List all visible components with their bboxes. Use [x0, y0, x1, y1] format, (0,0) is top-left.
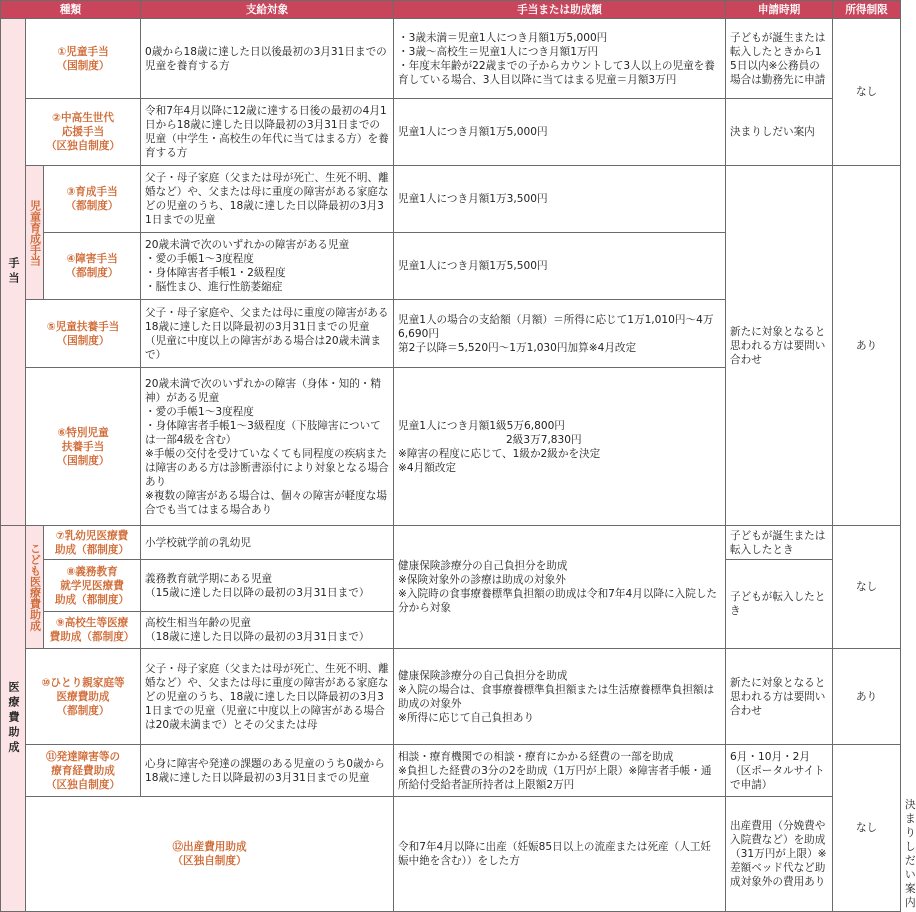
benefit-amount: 児童1人の場合の支給額（月額）＝所得に応じて1万1,010円～4万6,690円 第2子以降＝5,520円～1万1,030円加算※4月改定 — [394, 300, 726, 368]
benefit-amount: 健康保険診療分の自己負担分を助成 ※入院の場合は、食事療養標準負担額または生活療養標準負担額は助成の対象外 ※所得に応じて自己負担あり — [394, 649, 726, 745]
table-row — [1, 745, 901, 797]
benefit-time: 新たに対象となると思われる方は要問い合わせ — [726, 166, 833, 526]
benefit-target: 令和7年4月以降に出産（妊娠85日以上の流産または死産（人工妊娠中絶を含む））をした方 — [394, 797, 726, 912]
benefit-name: ④障害手当 （都制度） — [44, 233, 141, 300]
header-time: 申請時期 — [726, 1, 833, 19]
benefit-amount: 児童1人につき月額1万3,500円 — [394, 166, 726, 233]
table-row — [1, 166, 901, 233]
benefit-name: ⑤児童扶養手当 （国制度） — [26, 300, 141, 368]
benefit-amount: 出産費用（分娩費や入院費など）を助成（31万円が上限）※差額ベッド代など助成対象外の費用あり — [726, 797, 833, 912]
benefit-amount: 相談・療育機関での相談・療育にかかる経費の一部を助成 ※負担した経費の3分の2を助成（1万円が上限）※障害者手帳・通所給付受給者証所持者は上限額2万円 — [394, 745, 726, 797]
header-type: 種類 — [1, 1, 141, 19]
table-row — [1, 649, 901, 745]
benefit-target: 0歳から18歳に達した日以後最初の3月31日までの児童を養育する方 — [141, 19, 394, 99]
benefit-target: 父子・母子家庭や、父または母に重度の障害がある18歳に達した日以降最初の3月31日までの児童（児童に中度以上の障害がある場合は20歳未満まで） — [141, 300, 394, 368]
benefit-time: 子どもが誕生または転入したときから15日以内※公務員の場合は勤務先に申請 — [726, 19, 833, 99]
group-label-kodomo: こども医療費助成 — [26, 526, 44, 649]
benefit-time: 新たに対象となると思われる方は要問い合わせ — [726, 649, 833, 745]
benefit-name: ⑪発達障害等の 療育経費助成 （区独自制度） — [26, 745, 141, 797]
benefit-target: 父子・母子家庭（父または母が死亡、生死不明、離婚など）や、父または母に重度の障害がある家庭などの児童のうち、18歳に達した日以降最初の3月31日までの児童（児童に中度以上の障害がある場合は20歳未満まで）とその父または母 — [141, 649, 394, 745]
benefit-amount: 児童1人につき月額1万5,500円 — [394, 233, 726, 300]
benefit-amount: 健康保険診療分の自己負担分を助成 ※保険対象外の診療は助成の対象外 ※入院時の食事療養標準負担額の助成は令和7年4月以降に入院した分から対象 — [394, 526, 726, 649]
income-limit: あり — [833, 166, 901, 526]
benefit-name: ③育成手当 （都制度） — [44, 166, 141, 233]
table-row: ⑫出産費用助成 （区独自制度） 令和7年4月以降に出産（妊娠85日以上の流産または死産（人工妊娠中絶を含む））をした方 出産費用（分娩費や入院費など）を助成（31万円が上限）※差額ベッド代など助成対象外の費用あり 決まりしだい案内 — [1, 797, 901, 912]
benefit-name: ⑥特別児童 扶養手当 （国制度） — [26, 368, 141, 526]
header-target: 支給対象 — [141, 1, 394, 19]
benefit-name: ⑫出産費用助成 （区独自制度） — [26, 797, 394, 912]
header-amount: 手当または助成額 — [394, 1, 726, 19]
group-label-iryo: 医療費助成 — [1, 526, 26, 912]
group-label-teate: 手当 — [1, 19, 26, 526]
table-row — [1, 99, 901, 166]
income-limit: なし — [833, 19, 901, 166]
benefit-target: 令和7年4月以降に12歳に達する日後の最初の4月1日から18歳に達した日以降最初の3月31日までの児童（中学生・高校生の年代に当てはまる方）を養育する方 — [141, 99, 394, 166]
amount-line-2: 2級3万7,830円 — [506, 433, 582, 446]
benefit-target: 父子・母子家庭（父または母が死亡、生死不明、離婚など）や、父または母に重度の障害がある家庭などの児童のうち、18歳に達した日以降最初の3月31日までの児童 — [141, 166, 394, 233]
benefit-amount: ・3歳未満＝児童1人につき月額1万5,000円 ・3歳～高校生＝児童1人につき月額1万円 ・年度末年齢が22歳までの子からカウントして3人以上の児童を養育している場合、3人目以降に当てはまる児童＝月額3万円 — [394, 19, 726, 99]
benefit-name: ①児童手当 （国制度） — [26, 19, 141, 99]
benefit-name: ②中高生世代 応援手当 （区独自制度） — [26, 99, 141, 166]
income-limit: なし — [833, 526, 901, 649]
group-label-jido-ikusei: 児童育成手当 — [26, 166, 44, 300]
benefit-target: 高校生相当年齢の児童 （18歳に達した日以降の最初の3月31日まで） — [141, 612, 394, 649]
benefit-amount: 児童1人につき月額1万5,000円 — [394, 99, 726, 166]
benefit-target: 20歳未満で次のいずれかの障害がある児童 ・愛の手帳1～3度程度 ・身体障害者手帳1・2級程度 ・脳性まひ、進行性筋萎縮症 — [141, 233, 394, 300]
benefit-name: ⑩ひとり親家庭等 医療費助成 （都制度） — [26, 649, 141, 745]
amount-notes: ※障害の程度に応じて、1級か2級かを決定 ※4月額改定 — [398, 447, 601, 474]
benefit-time: 子どもが転入したとき — [726, 560, 833, 649]
benefit-time: 6月・10月・2月 （区ポータルサイトで申請） — [726, 745, 833, 797]
income-limit: なし — [833, 745, 901, 912]
header-income: 所得制限 — [833, 1, 901, 19]
benefit-time: 子どもが誕生または転入したとき — [726, 526, 833, 560]
benefit-target: 義務教育就学期にある児童 （15歳に達した日以降の最初の3月31日まで） — [141, 560, 394, 612]
benefit-target: 心身に障害や発達の課題のある児童のうち0歳から18歳に達した日以降最初の3月31日までの児童 — [141, 745, 394, 797]
income-limit: あり — [833, 649, 901, 745]
table-row — [1, 526, 901, 560]
table-row — [1, 19, 901, 99]
benefit-time: 決まりしだい案内 — [726, 99, 833, 166]
benefit-name: ⑦乳幼児医療費 助成（都制度） — [44, 526, 141, 560]
benefit-name: ⑧義務教育 就学児医療費 助成（都制度） — [44, 560, 141, 612]
benefit-target: 20歳未満で次のいずれかの障害（身体・知的・精神）がある児童 ・愛の手帳1～3度程度 ・身体障害者手帳1～3級程度（下肢障害については一部4級を含む） ※手帳の交付を受けていなくても同程度の疾病または障害のある方は診断書添付により対象となる場合あり ※複数の障害がある場合は、個々の障害が軽度な場合でも当てはまる場合あり — [141, 368, 394, 526]
benefit-target: 小学校就学前の乳幼児 — [141, 526, 394, 560]
benefit-name: ⑨高校生等医療 費助成（都制度） — [44, 612, 141, 649]
amount-line-1: 児童1人につき月額1級5万6,800円 — [398, 419, 565, 432]
benefit-amount — [394, 368, 726, 526]
